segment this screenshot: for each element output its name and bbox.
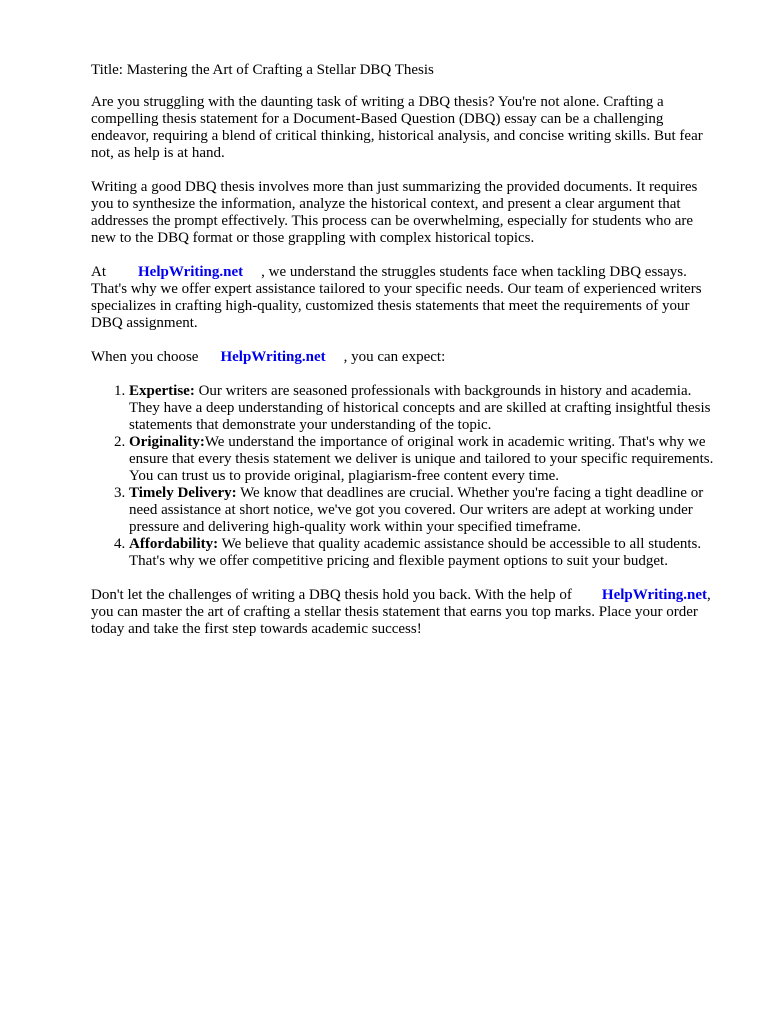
list-item-label: Originality: <box>129 434 205 450</box>
list-item-label: Timely Delivery: <box>129 485 237 501</box>
list-item <box>129 434 721 485</box>
expect-paragraph-text: , you can expect: <box>343 349 446 365</box>
service-paragraph-lead: At <box>91 264 106 280</box>
expect-paragraph <box>91 349 721 366</box>
closing-paragraph <box>91 587 721 638</box>
service-paragraph <box>91 264 721 332</box>
list-item <box>129 383 721 434</box>
requirements-paragraph: Writing a good DBQ thesis involves more than just summarizing the provided documents. It requires you to synthesize the information, analyze the historical context, and present a clear argument that addresses the prompt effectively. This process can be overwhelming, especially for students who are new to the DBQ format or those grappling with complex historical topics. <box>91 179 698 246</box>
closing-paragraph-lead: Don't let the challenges of writing a DBQ thesis hold you back. With the help of <box>91 587 572 603</box>
helpwriting-link[interactable]: HelpWriting.net <box>601 587 708 603</box>
service-paragraph-text: , we understand the struggles students face when tackling DBQ essays. That's why we offer expert assistance tailored to your specific needs. Our team of experienced writers specializes in crafting high-quality, customized thesis statements that meet the requirements of your DBQ assignment. <box>91 264 702 331</box>
list-item-text: We know that deadlines are crucial. Whether you're facing a tight deadline or need assistance at short notice, we've got you covered. Our writers are adept at working under pressure and delivering high-quality work within your specified timeframe. <box>129 485 704 535</box>
list-item-text: Our writers are seasoned professionals with backgrounds in history and academia. They have a deep understanding of historical concepts and are skilled at crafting insightful thesis statements that demonstrate your understanding of the topic. <box>129 383 711 433</box>
list-item <box>129 536 721 570</box>
list-item <box>129 485 721 536</box>
list-item-label: Expertise: <box>129 383 195 399</box>
list-item-text: We believe that quality academic assistance should be accessible to all students. That's why we offer competitive pricing and flexible payment options to suit your budget. <box>129 536 702 569</box>
expect-paragraph-lead: When you choose <box>91 349 199 365</box>
document-title: Title: Mastering the Art of Crafting a Stellar DBQ Thesis <box>91 62 434 78</box>
benefits-list <box>91 383 721 570</box>
closing-paragraph-text: , you can master the art of crafting a stellar thesis statement that earns you top marks. Place your order today and take the first step towards academic success! <box>91 587 711 637</box>
list-item-text: We understand the importance of original work in academic writing. That's why we ensure that every thesis statement we deliver is unique and tailored to your specific requirements. You can trust us to provide original, plagiarism-free content every time. <box>129 434 714 484</box>
helpwriting-link[interactable]: HelpWriting.net <box>220 349 326 365</box>
list-item-label: Affordability: <box>129 536 219 552</box>
intro-paragraph: Are you struggling with the daunting task of writing a DBQ thesis? You're not alone. Crafting a compelling thesis statement for a Document-Based Question (DBQ) essay can be a challenging endeavor, requiring a blend of critical thinking, historical analysis, and concise writing skills. But fear not, as help is at hand. <box>91 94 703 161</box>
helpwriting-link[interactable]: HelpWriting.net <box>138 264 244 280</box>
document-page <box>91 62 721 655</box>
